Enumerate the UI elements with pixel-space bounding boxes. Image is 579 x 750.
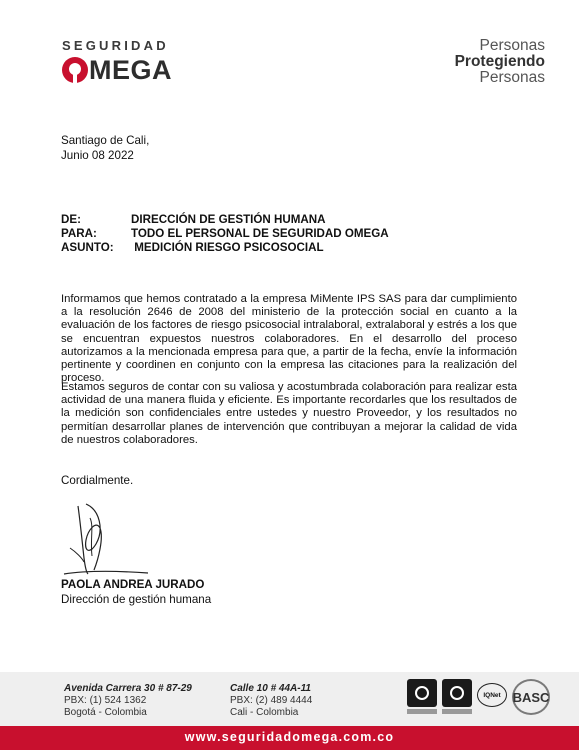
signer-name: PAOLA ANDREA JURADO — [61, 578, 205, 591]
iqnet-cert-icon: IQNet — [477, 679, 507, 717]
memo-key-from: DE: — [61, 213, 81, 226]
icontec-cert-icon — [407, 679, 437, 717]
memo-value-to: TODO EL PERSONAL DE SEGURIDAD OMEGA — [131, 227, 389, 240]
closing: Cordialmente. — [61, 474, 134, 487]
tagline-line-2: Protegiendo — [454, 53, 545, 70]
address-city: Cali - Colombia — [230, 707, 299, 718]
letter-date: Junio 08 2022 — [61, 149, 134, 162]
logo-top-text: SEGURIDAD — [62, 38, 169, 53]
tagline-line-1: Personas — [479, 37, 545, 54]
address-street: Avenida Carrera 30 # 87-29 — [64, 683, 192, 694]
basc-cert-icon: BASC — [512, 679, 550, 715]
address-street: Calle 10 # 44A-11 — [230, 683, 311, 694]
memo-value-subject: MEDICIÓN RIESGO PSICOSOCIAL — [131, 241, 324, 254]
address-phone: PBX: (2) 489 4444 — [230, 695, 313, 706]
address-phone: PBX: (1) 524 1362 — [64, 695, 147, 706]
tagline — [455, 38, 545, 86]
memo-header — [61, 213, 389, 255]
place-date — [61, 133, 149, 163]
icontec-cert-icon — [442, 679, 472, 717]
memo-key-to: PARA: — [61, 227, 97, 240]
memo-value-from: DIRECCIÓN DE GESTIÓN HUMANA — [131, 213, 326, 226]
memo-row-from — [61, 213, 389, 227]
memo-row-to — [61, 227, 389, 241]
memo-key-subject: ASUNTO: — [61, 241, 114, 254]
body-paragraph-1: Informamos que hemos contratado a la empresa MiMente IPS SAS para dar cumplimiento a la resolución 2646 de 2008 del ministerio de la protección social en cuanto a la evaluación de los factores de riesgo psicosocial intralaboral, extralaboral y estrés a los que se encuentran expuestos nuestros colaboradores. En el desarrollo del proceso autorizamos a la mencionada empresa para que, a partir de la fecha, envíe la información pertinente y coordinen en conjunto con la empresa las citaciones para la realización del proceso. — [61, 293, 517, 385]
company-logo — [62, 38, 192, 88]
address-city: Bogotá - Colombia — [64, 707, 147, 718]
body-paragraph-2: Estamos seguros de contar con su valiosa y acostumbrada colaboración para realizar esta actividad de una manera fluida y eficiente. Es importante recordarles que los resultados de la medición son confidenciales entre ustedes y nuestro Proveedor, y los resultados no permitían desarrollar planes de intervención que contribuyan a mejorar la calidad de vida de nuestros colaboradores. — [61, 381, 517, 446]
footer-address-cali — [230, 683, 312, 719]
handwritten-signature — [60, 500, 150, 580]
signer-role: Dirección de gestión humana — [61, 593, 212, 606]
footer-address-bogota — [64, 683, 192, 719]
memo-row-subject — [61, 241, 389, 255]
certification-logos — [407, 679, 550, 717]
tagline-line-3: Personas — [479, 69, 545, 86]
website-link[interactable]: www.seguridadomega.com.co — [184, 730, 395, 744]
logo-wordmark — [62, 55, 172, 85]
logo-o-icon — [62, 57, 88, 83]
logo-bottom-text: MEGA — [89, 55, 172, 85]
letter-place: Santiago de Cali, — [61, 134, 150, 147]
